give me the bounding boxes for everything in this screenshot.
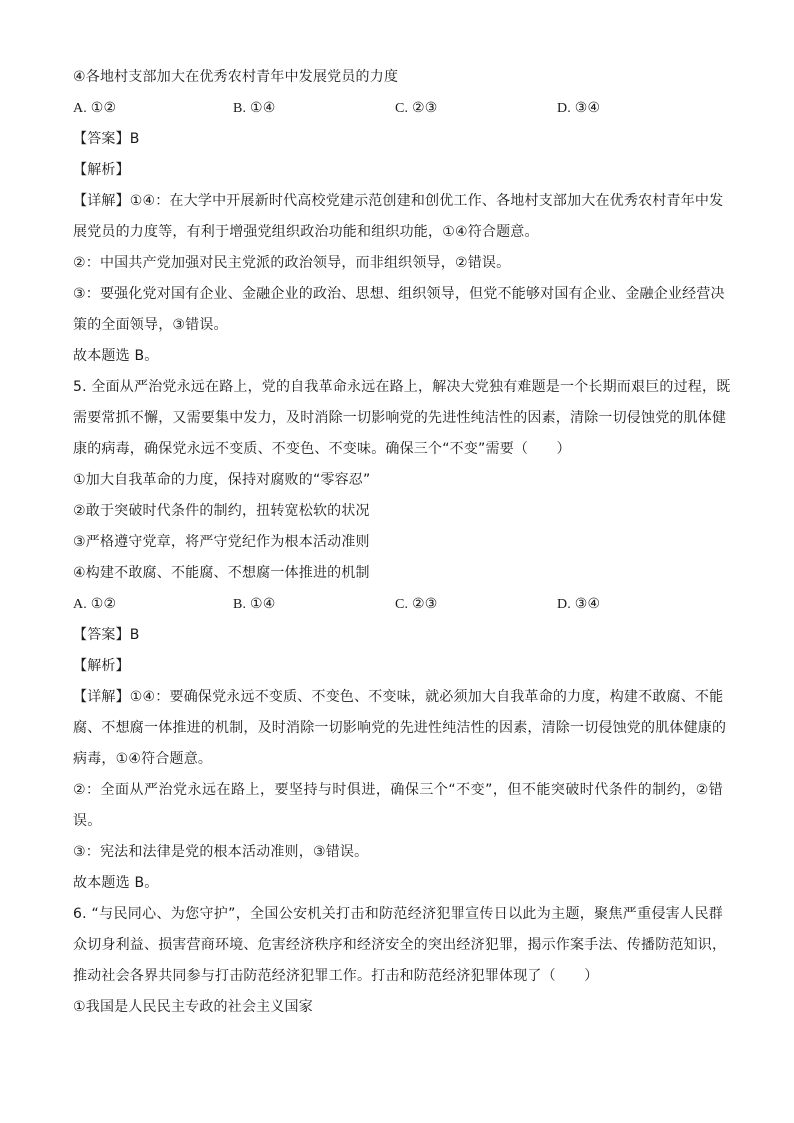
q6-stem-line: 6. “与民同心、为您守护”，全国公安机关打击和防范经济犯罪宣传日以此为主题，聚焦严重侵害人民群 [73, 906, 723, 922]
q5-option-d: D. ③④ [557, 597, 601, 612]
q5-stem-line: 需要常抓不懈，又需要集中发力，及时消除一切影响党的先进性纯洁性的因素，清除一切侵蚀党的肌体健 [73, 410, 727, 426]
q4-explanation-line: 策的全面领导，③错误。 [73, 317, 228, 333]
q5-explanation-line: ②：全面从严治党永远在路上，要坚持与时俱进，确保三个“不变”，但不能突破时代条件的制约，②错 [73, 782, 723, 798]
q4-option-c: C. ②③ [395, 101, 438, 116]
q5-item-4: ④构建不敢腐、不能腐、不想腐一体推进的机制 [73, 565, 370, 581]
q5-conclusion: 故本题选 B。 [73, 875, 159, 891]
q5-explanation-line: ③：宪法和法律是党的根本活动准则，③错误。 [73, 844, 369, 860]
q4-explanation-line: 【详解】①④：在大学中开展新时代高校党建示范创建和创优工作、各地村支部加大在优秀农村青年中发 [73, 193, 724, 209]
q6-item-1: ①我国是人民民主专政的社会主义国家 [73, 999, 313, 1015]
q5-explanation-line: 腐、不想腐一体推进的机制，及时消除一切影响党的先进性纯洁性的因素，清除一切侵蚀党的肌体健康的 [73, 720, 727, 736]
q4-explanation-line: ②：中国共产党加强对民主党派的政治领导，而非组织领导，②错误。 [73, 255, 511, 271]
q4-option-d: D. ③④ [557, 101, 601, 116]
q4-explanation-line: 展党员的力度等，有利于增强党组织政治功能和组织功能，①④符合题意。 [73, 224, 539, 240]
q4-answer: 【答案】B [73, 131, 140, 147]
q6-stem-line: 推动社会各界共同参与打击防范经济犯罪工作。打击和防范经济犯罪体现了（ ） [73, 968, 599, 984]
q5-explanation-line: 误。 [73, 813, 102, 829]
q5-option-b: B. ①④ [233, 597, 276, 612]
q4-item-4: ④各地村支部加大在优秀农村青年中发展党员的力度 [73, 69, 399, 85]
q5-explanation-line: 病毒，①④符合题意。 [73, 751, 213, 767]
page-content [73, 62, 731, 1023]
q5-item-1: ①加大自我革命的力度，保持对腐败的“零容忍” [73, 472, 371, 488]
q5-explanation-line: 【详解】①④：要确保党永远不变质、不变色、不变味，就必须加大自我革命的力度，构建不敢腐、不能 [73, 689, 724, 705]
q5-option-c: C. ②③ [395, 597, 438, 612]
q4-option-b: B. ①④ [233, 101, 276, 116]
q4-analysis-label: 【解析】 [73, 162, 130, 178]
q5-options [73, 589, 723, 620]
q5-answer: 【答案】B [73, 627, 140, 643]
q4-explanation-line: ③：要强化党对国有企业、金融企业的政治、思想、组织领导，但党不能够对国有企业、金融企业经营决 [73, 286, 725, 302]
q5-item-2: ②敢于突破时代条件的制约，扭转宽松软的状况 [73, 503, 370, 519]
q5-option-a: A. ①② [73, 597, 117, 612]
q4-option-a: A. ①② [73, 101, 117, 116]
q5-stem-line: 康的病毒，确保党永远不变质、不变色、不变味。确保三个“不变”需要（ ） [73, 441, 571, 457]
q5-analysis-label: 【解析】 [73, 658, 130, 674]
q5-stem-line: 5. 全面从严治党永远在路上，党的自我革命永远在路上，解决大党独有难题是一个长期而艰巨的过程，既 [73, 379, 731, 395]
q5-item-3: ③严格遵守党章，将严守党纪作为根本活动准则 [73, 534, 370, 550]
q4-conclusion: 故本题选 B。 [73, 348, 159, 364]
q4-options [73, 93, 723, 124]
q6-stem-line: 众切身利益、损害营商环境、危害经济秩序和经济安全的突出经济犯罪，揭示作案手法、传播防范知识， [73, 937, 727, 953]
